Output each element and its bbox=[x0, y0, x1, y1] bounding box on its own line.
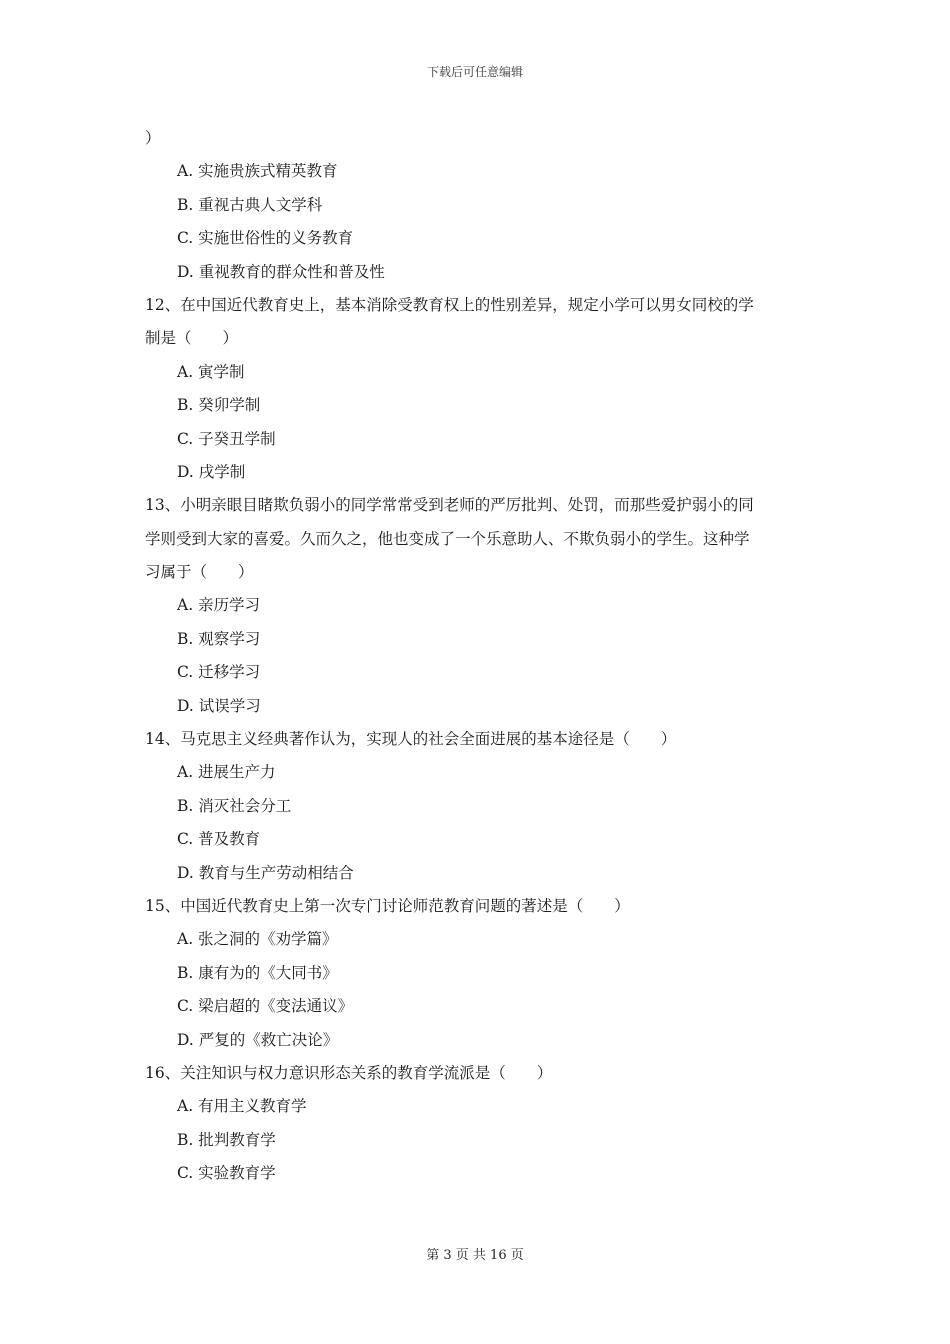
option-d: D. 试误学习 bbox=[177, 696, 261, 715]
question-12-cont: 制是（ ） bbox=[145, 329, 239, 348]
option-c: C. 实验教育学 bbox=[177, 1164, 276, 1183]
question-12: 12、在中国近代教育史上，基本消除受教育权上的性别差异，规定小学可以男女同校的学 bbox=[145, 295, 754, 314]
question-16: 16、关注知识与权力意识形态关系的教育学流派是（ ） bbox=[145, 1063, 553, 1082]
question-13: 13、小明亲眼目睹欺负弱小的同学常常受到老师的严厉批判、处罚，而那些爱护弱小的同 bbox=[145, 496, 754, 515]
option-a: A. 亲历学习 bbox=[177, 596, 261, 615]
option-a: A. 寅学制 bbox=[177, 362, 245, 381]
page-header: 下载后可任意编辑 bbox=[426, 65, 523, 79]
option-b: B. 重视古典人文学科 bbox=[177, 195, 323, 214]
question-15: 15、中国近代教育史上第一次专门讨论师范教育问题的著述是（ ） bbox=[145, 896, 630, 915]
option-d: D. 严复的《救亡决论》 bbox=[177, 1030, 339, 1049]
option-c: C. 迁移学习 bbox=[177, 663, 261, 682]
option-d: D. 戌学制 bbox=[177, 462, 246, 481]
option-c: C. 子癸丑学制 bbox=[177, 429, 276, 448]
document-body bbox=[145, 122, 815, 1191]
option-d: D. 重视教育的群众性和普及性 bbox=[177, 262, 385, 281]
option-a: A. 进展生产力 bbox=[177, 763, 276, 782]
question-14: 14、马克思主义经典著作认为，实现人的社会全面进展的基本途径是（ ） bbox=[145, 730, 677, 749]
option-c: C. 梁启超的《变法通议》 bbox=[177, 997, 354, 1016]
option-a: A. 实施贵族式精英教育 bbox=[177, 162, 338, 181]
question-13-cont: 习属于（ ） bbox=[145, 563, 254, 582]
option-b: B. 康有为的《大同书》 bbox=[177, 963, 338, 982]
option-a: A. 有用主义教育学 bbox=[177, 1097, 307, 1116]
option-b: B. 消灭社会分工 bbox=[177, 796, 292, 815]
option-b: B. 批判教育学 bbox=[177, 1130, 276, 1149]
option-b: B. 观察学习 bbox=[177, 629, 261, 648]
option-d: D. 教育与生产劳动相结合 bbox=[177, 863, 354, 882]
question-13-cont: 学则受到大家的喜爱。久而久之，他也变成了一个乐意助人、不欺负弱小的学生。这种学 bbox=[145, 529, 750, 548]
option-c: C. 实施世俗性的义务教育 bbox=[177, 229, 354, 248]
option-a: A. 张之洞的《劝学篇》 bbox=[177, 930, 338, 949]
option-c: C. 普及教育 bbox=[177, 830, 261, 849]
question-continuation: ） bbox=[145, 129, 161, 147]
page-footer: 第 3 页 共 16 页 bbox=[426, 1248, 524, 1263]
option-b: B. 癸卯学制 bbox=[177, 396, 261, 415]
